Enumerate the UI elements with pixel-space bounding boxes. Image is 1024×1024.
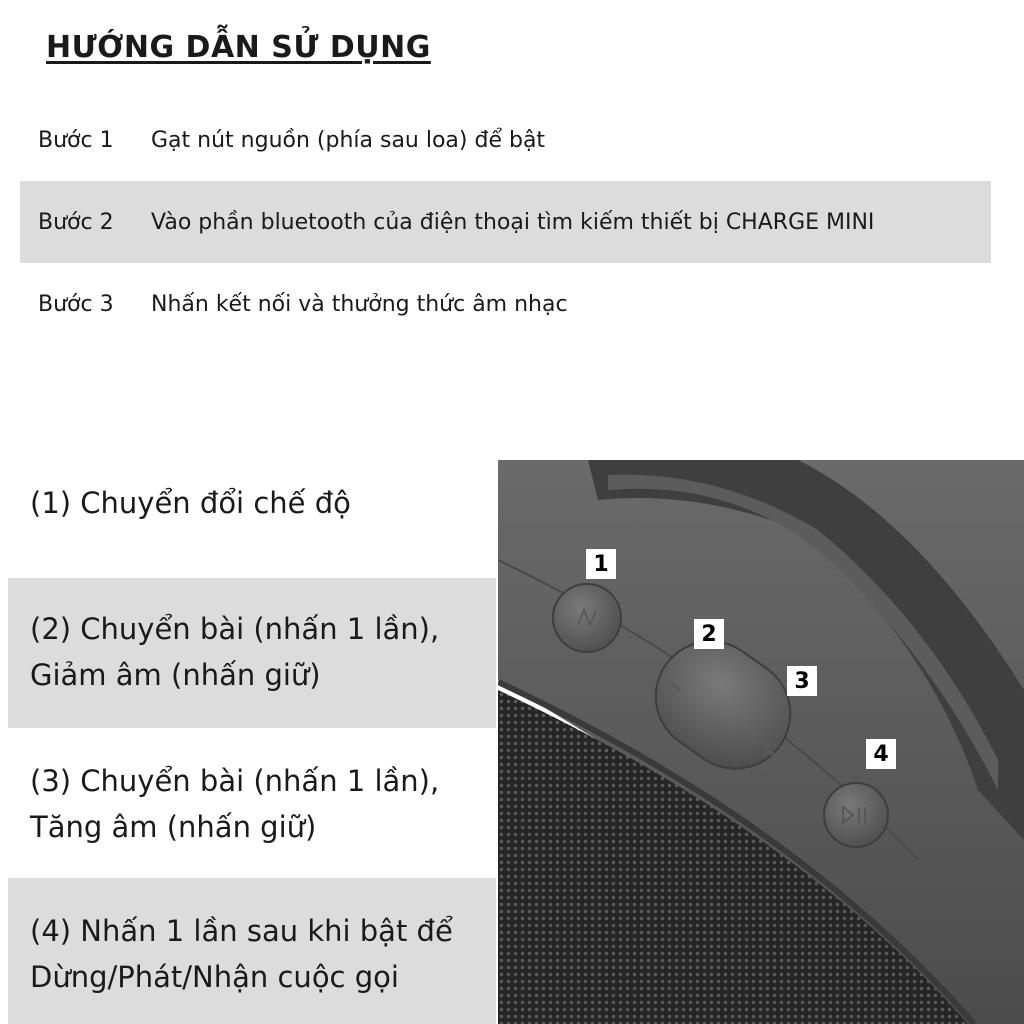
callout-2: 2 [694,619,724,649]
callout-4: 4 [866,739,896,769]
step-label: Bước 1 [38,127,114,153]
step-text: Nhấn kết nối và thưởng thức âm nhạc [151,291,568,317]
feature-text: (2) Chuyển bài (nhấn 1 lần), [30,612,440,646]
feature-text: Giảm âm (nhấn giữ) [30,658,321,692]
feature-4 [8,878,496,1024]
step-row-2 [20,181,991,263]
feature-3 [8,758,496,858]
play-pause-button[interactable] [824,783,888,847]
step-label: Bước 3 [38,291,114,317]
callout-3: 3 [787,666,817,696]
feature-text: (1) Chuyển đổi chế độ [30,486,351,520]
step-row-1 [20,99,991,181]
feature-text: (3) Chuyển bài (nhấn 1 lần), [30,764,440,798]
speaker-illustration [498,460,1024,1024]
feature-text: (4) Nhấn 1 lần sau khi bật để [30,914,453,948]
step-text: Gạt nút nguồn (phía sau loa) để bật [151,127,546,153]
page-title: HƯỚNG DẪN SỬ DỤNG [46,30,431,65]
step-label: Bước 2 [38,209,114,235]
feature-text: Dừng/Phát/Nhận cuộc gọi [30,960,399,994]
speaker-photo [498,460,1024,1024]
feature-1 [8,480,496,532]
feature-text: Tăng âm (nhấn giữ) [30,810,317,844]
callout-1: 1 [586,549,616,579]
step-row-3 [20,263,991,345]
step-text: Vào phần bluetooth của điện thoại tìm kiếm thiết bị CHARGE MINI [151,209,875,235]
feature-2 [8,578,496,728]
